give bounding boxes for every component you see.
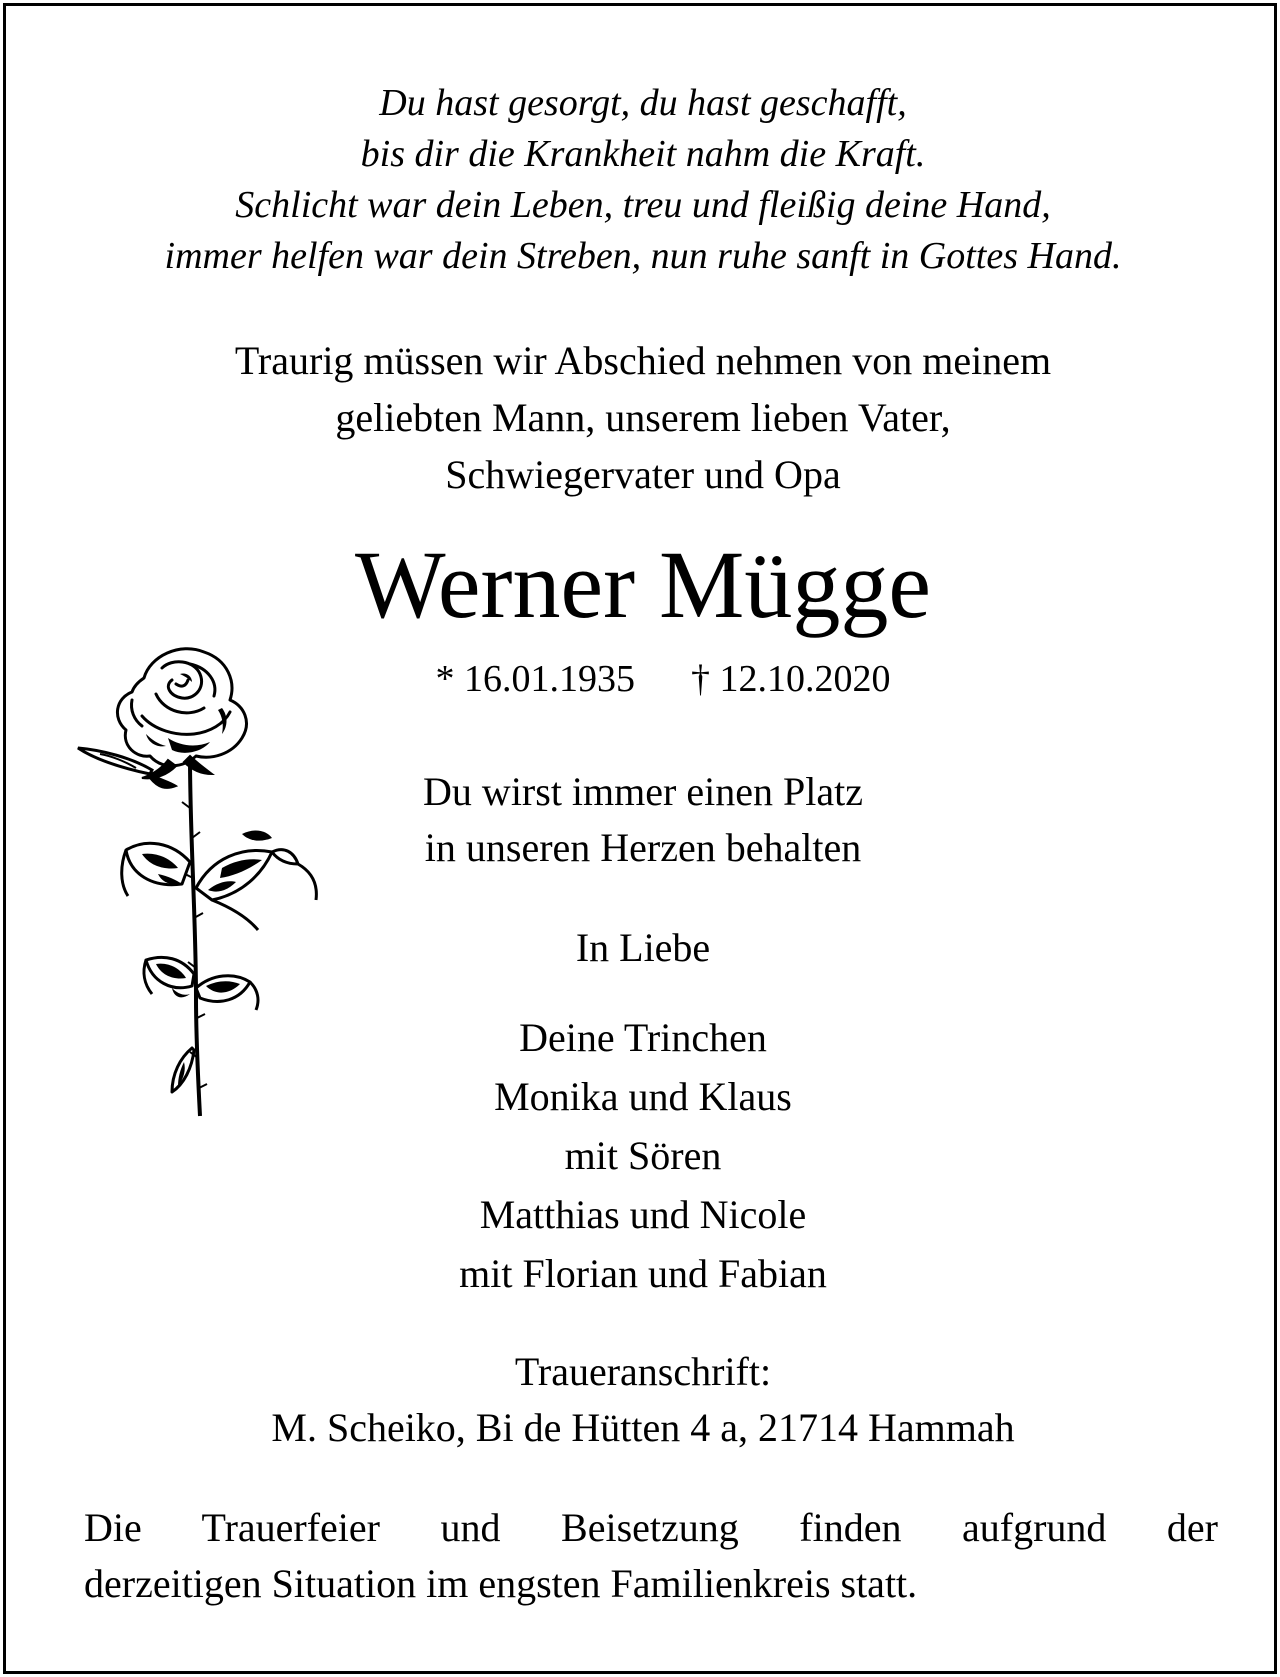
family-member: mit Sören — [564, 1133, 722, 1178]
deceased-name: Werner Mügge — [354, 531, 932, 638]
family-member: mit Florian und Fabian — [459, 1251, 827, 1296]
family-member: Matthias und Nicole — [479, 1192, 807, 1237]
in-love-text: In Liebe — [575, 925, 711, 970]
quote — [6, 764, 1280, 876]
death-date: † 12.10.2020 — [691, 658, 891, 700]
poem-line: Schlicht war dein Leben, treu und fleißig deine Hand, — [235, 184, 1051, 226]
mourning-address — [6, 1344, 1280, 1456]
address-label: Traueranschrift: — [514, 1349, 772, 1394]
closing-line: derzeitigen Situation im engsten Familienkreis statt. — [84, 1561, 918, 1606]
intro-line: Traurig müssen wir Abschied nehmen von meinem — [234, 338, 1052, 383]
closing-note — [84, 1500, 1218, 1612]
quote-line: in unseren Herzen behalten — [424, 825, 862, 870]
poem-line: bis dir die Krankheit nahm die Kraft. — [360, 133, 926, 175]
poem-line: Du hast gesorgt, du hast geschafft, — [379, 82, 907, 124]
family-member: Monika und Klaus — [494, 1074, 792, 1119]
intro-line: geliebten Mann, unserem lieben Vater, — [335, 395, 951, 440]
quote-line: Du wirst immer einen Platz — [423, 769, 863, 814]
family-member: Deine Trinchen — [519, 1015, 767, 1060]
poem-line: immer helfen war dein Streben, nun ruhe sanft in Gottes Hand. — [164, 235, 1122, 277]
address-value: M. Scheiko, Bi de Hütten 4 a, 21714 Hammah — [271, 1405, 1015, 1450]
poem — [6, 78, 1280, 282]
obituary-notice — [3, 3, 1277, 1674]
intro-text — [6, 332, 1280, 503]
closing-line: Die Trauerfeier und Beisetzung finden aufgrund der — [84, 1505, 1218, 1550]
family-list — [6, 1008, 1280, 1303]
birth-date: * 16.01.1935 — [435, 658, 635, 700]
intro-line: Schwiegervater und Opa — [445, 452, 841, 497]
